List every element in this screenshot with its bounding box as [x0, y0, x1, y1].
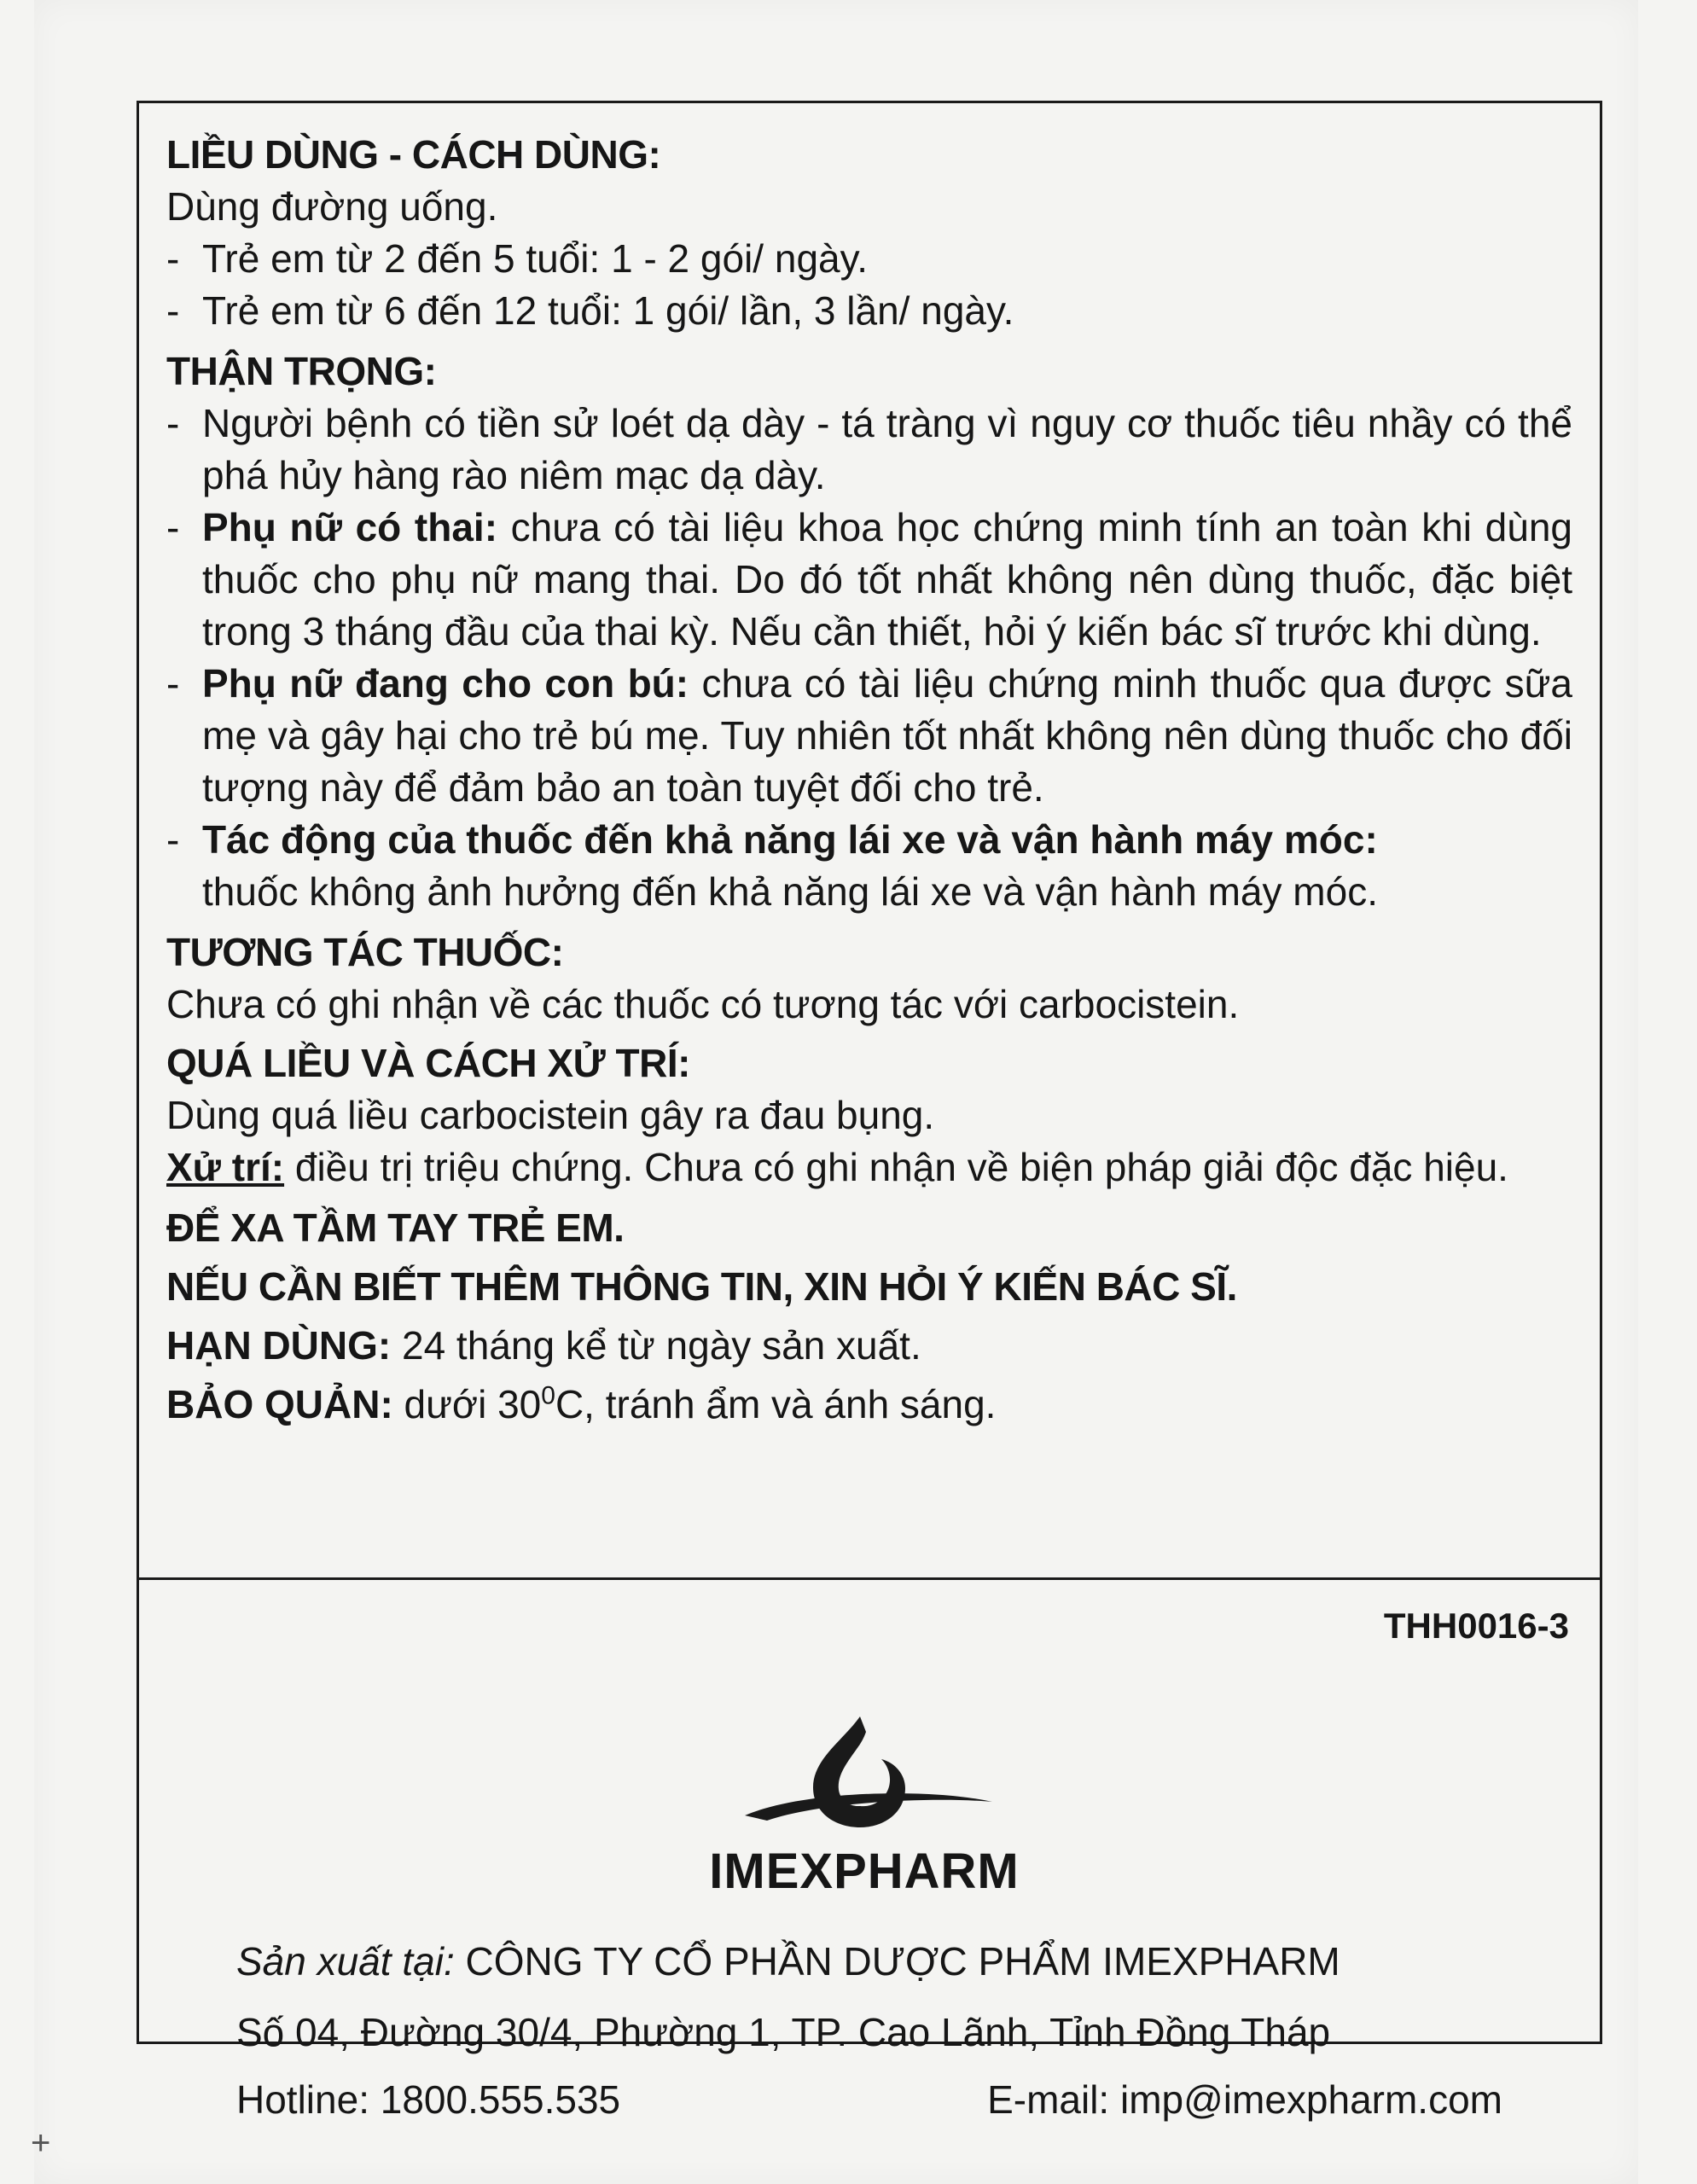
shelf-life: HẠN DÙNG: 24 tháng kể từ ngày sản xuất.: [166, 1323, 921, 1368]
precaution-pregnant: - Phụ nữ có thai: chưa có tài liệu khoa học chứng minh tính an toàn khi dùng thuốc cho phụ nữ mang thai. Do đó tốt nhất không nên dùng thuốc, đặc biệt trong 3 tháng đầu của thai kỳ. Nếu cần thiết, hỏi ý kiến bác sĩ trước khi dùng.: [166, 505, 1572, 653]
interactions-heading: TƯƠNG TÁC THUỐC:: [166, 930, 564, 974]
usage-item: - Trẻ em từ 6 đến 12 tuổi: 1 gói/ lần, 3 lần/ ngày.: [166, 288, 1014, 333]
manufacturer-address: Số 04, Đường 30/4, Phường 1, TP. Cao Lãnh, Tỉnh Đồng Tháp: [236, 2010, 1331, 2054]
imexpharm-logo: [685, 1706, 1043, 1902]
manufacturer-line: Sản xuất tại: CÔNG TY CỔ PHẦN DƯỢC PHẨM IMEXPHARM: [236, 1939, 1340, 1984]
precaution-ulcer: - Người bệnh có tiền sử loét dạ dày - tá tràng vì nguy cơ thuốc tiêu nhầy có thể phá hủy hàng rào niêm mạc dạ dày.: [166, 401, 1572, 497]
email: E-mail: imp@imexpharm.com: [987, 2077, 1502, 2122]
usage-item: - Trẻ em từ 2 đến 5 tuổi: 1 - 2 gói/ ngày.: [166, 236, 868, 281]
leaflet-frame: [137, 101, 1602, 2122]
document-code: THH0016-3: [1383, 1606, 1569, 1646]
precaution-breastfeeding: - Phụ nữ đang cho con bú: chưa có tài liệu chứng minh thuốc qua được sữa mẹ và gây hại cho trẻ bú mẹ. Tuy nhiên tốt nhất không nên dùng thuốc cho đối tượng này để đảm bảo an toàn tuyệt đối cho trẻ.: [166, 661, 1572, 810]
logo-wordmark: IMEXPHARM: [709, 1844, 1020, 1899]
usage-heading: LIỀU DÙNG - CÁCH DÙNG:: [166, 132, 661, 177]
contact-line: [236, 2077, 1502, 2123]
overdose-treatment: Xử trí: điều trị triệu chứng. Chưa có ghi nhận về biện pháp giải độc đặc hiệu.: [166, 1145, 1508, 1189]
hotline: Hotline: 1800.555.535: [236, 2077, 621, 2122]
consult-warning: NẾU CẦN BIẾT THÊM THÔNG TIN, XIN HỎI Ý KIẾN BÁC SĨ.: [166, 1264, 1237, 1309]
precautions-heading: THẬN TRỌNG:: [166, 349, 437, 393]
leaflet-body: [139, 103, 1600, 1577]
storage: BẢO QUẢN: dưới $30^0C$, tránh ẩm và ánh sáng.: [166, 1381, 997, 1426]
overdose-text: Dùng quá liều carbocistein gây ra đau bụng.: [166, 1093, 935, 1137]
usage-route: Dùng đường uống.: [166, 184, 498, 229]
manufacturer-section: [139, 1580, 1600, 2122]
overdose-heading: QUÁ LIỀU VÀ CÁCH XỬ TRÍ:: [166, 1041, 690, 1085]
interactions-text: Chưa có ghi nhận về các thuốc có tương tác với carbocistein.: [166, 982, 1240, 1026]
logo-drop-icon: [685, 1706, 1043, 1843]
keep-away-warning: ĐỂ XA TẦM TAY TRẺ EM.: [166, 1205, 625, 1250]
precaution-driving: - Tác động của thuốc đến khả năng lái xe và vận hành máy móc: thuốc không ảnh hưởng đến khả năng lái xe và vận hành máy móc.: [166, 817, 1378, 914]
crop-mark-icon: +: [31, 2124, 51, 2162]
